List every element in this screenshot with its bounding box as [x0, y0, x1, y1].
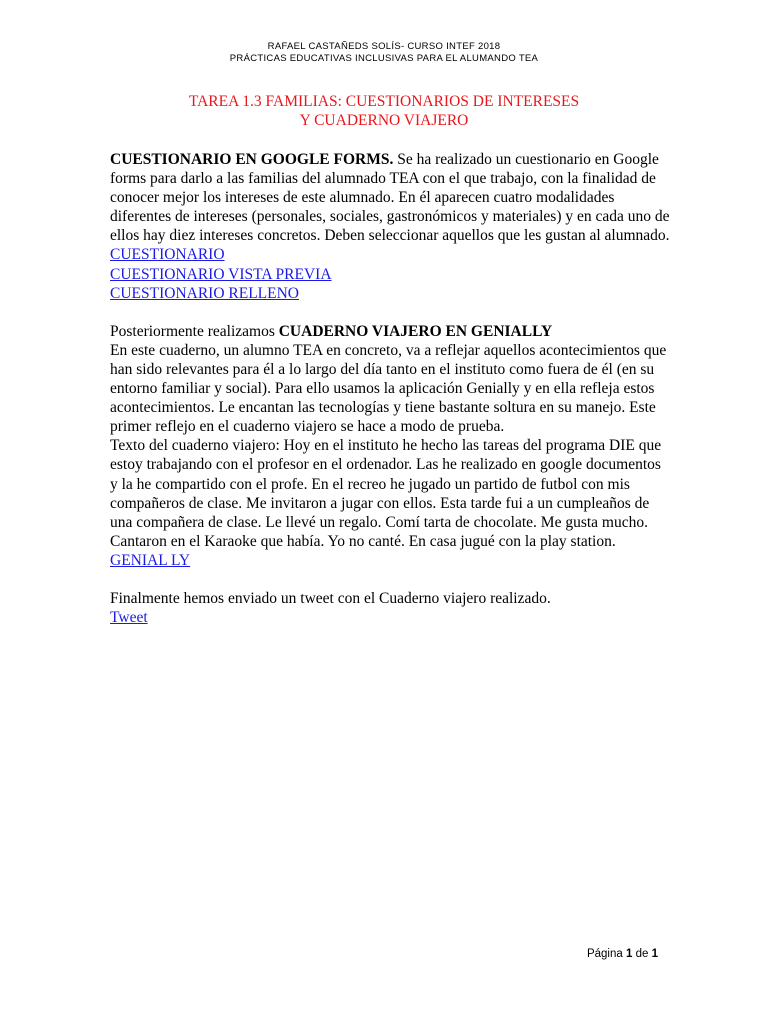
link-cuestionario-vista-previa[interactable]: CUESTIONARIO VISTA PREVIA — [110, 265, 332, 283]
total-pages: 1 — [651, 948, 658, 960]
forms-heading: CUESTIONARIO EN GOOGLE FORMS. — [110, 151, 394, 168]
page-label: Página — [586, 948, 623, 960]
header-author-line: RAFAEL CASTAÑEDS SOLÍS- CURSO INTEF 2018 — [267, 41, 501, 52]
title-line-1: TAREA 1.3 FAMILIAS: CUESTIONARIOS DE INTERESES — [188, 93, 580, 110]
header-course-line: PRÁCTICAS EDUCATIVAS INCLUSIVAS PARA EL ALUMANDO TEA — [229, 53, 539, 64]
link-genially[interactable]: GENIAL LY — [110, 551, 191, 569]
paragraph-spacer — [110, 303, 670, 322]
document-title — [0, 92, 768, 130]
page-of: de — [635, 948, 649, 960]
link-tweet[interactable]: Tweet — [110, 609, 148, 627]
title-line-2: Y CUADERNO VIAJERO — [299, 112, 469, 129]
genially-paragraph: En este cuaderno, un alumno TEA en concreto, va a reflejar aquellos acontecimientos que han sido relevantes para él a lo largo del día tanto en el instituto como fuera de él (en su entorno familiar y social). Para ello usamos la aplicación Genially y en ella refleja estos acontecimientos. Le encantan las tecnologías y tiene bastante soltura en su manejo. Este primer reflejo en el cuaderno viajero se hace a modo de prueba. — [110, 341, 667, 436]
link-cuestionario[interactable]: CUESTIONARIO — [110, 246, 225, 264]
page-number — [587, 947, 658, 961]
forms-description: Se ha realizado un cuestionario en Google forms para darlo a las familias del alumnado TEA con el que trabajo, con la finalidad de conocer mejor los intereses de este alumnado. En él aparecen cuatro modalidades diferentes de intereses (personales, sociales, gastronómicos y materiales) y en cada uno de ellos hay diez intereses concretos. Deben seleccionar aquellos que les gustan al alumnado. — [110, 151, 670, 245]
tweet-paragraph: Finalmente hemos enviado un tweet con el Cuaderno viajero realizado. — [110, 589, 551, 607]
paragraph-spacer — [110, 570, 670, 589]
diary-paragraph: Texto del cuaderno viajero: Hoy en el instituto he hecho las tareas del programa DIE que estoy trabajando con el profesor en el ordenador. Las he realizado en google documentos y la he compartido con el profe. En el recreo he jugado un partido de futbol con mis compañeros de clase. Me invitaron a jugar con ellos. Esta tarde fui a un cumpleaños de una compañera de clase. Le llevé un regalo. Comí tarta de chocolate. Me gusta mucho. Cantaron en el Karaoke que había. Yo no canté. En casa jugué con la play station. — [110, 437, 662, 550]
current-page: 1 — [625, 948, 633, 960]
genially-intro — [110, 322, 670, 341]
page-header — [0, 41, 768, 65]
genially-heading: CUADERNO VIAJERO EN GENIALLY — [278, 322, 553, 340]
forms-paragraph — [110, 150, 670, 245]
genially-intro-text: Posteriormente realizamos — [110, 322, 279, 340]
link-cuestionario-relleno[interactable]: CUESTIONARIO RELLENO — [110, 284, 299, 302]
document-body — [110, 150, 670, 627]
